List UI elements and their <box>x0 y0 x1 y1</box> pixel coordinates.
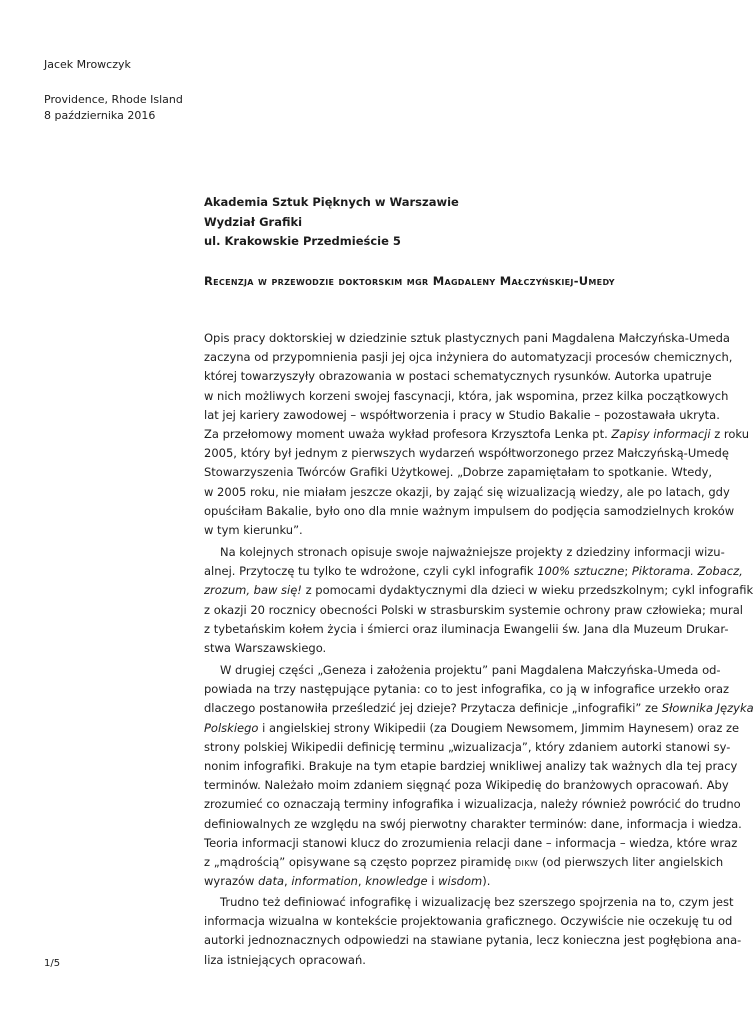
text-line: zaczyna od przypomnienia pasji jej ojca inżyniera do automatyzacji procesów chemicznych, <box>204 350 733 365</box>
text-line: opuściłam Bakalie, było ono dla mnie ważnym impulsem do podjęcia samodzielnych kroków <box>204 503 735 518</box>
paragraph-1 <box>204 329 749 540</box>
text-line: informacja wizualna w kontekście projektowania graficznego. Oczywiście nie oczekuję tu od <box>204 914 733 929</box>
text-line: Trudno też definiować infografikę i wizualizację bez szerszego spojrzenia na to, czym jest <box>220 895 734 909</box>
text-line: Teoria informacji stanowi klucz do zrozumienia relacji dane – informacja – wiedza, które wraz <box>204 835 738 850</box>
text-line: strony polskiej Wikipedii definicję terminu „wizualizacja”, który zdaniem autorki stanowi sy- <box>204 739 731 754</box>
text-line: liza istniejących opracowań. <box>204 952 366 967</box>
text-line: w nich możliwych korzeni swojej fascynacji, która, jak wspomina, przez kilka początkowych <box>204 388 729 403</box>
text-line: alnej. Przytoczę tu tylko te wdrożone, czyli cykl infografik 100% sztuczne; Piktorama. Zobacz, <box>204 564 743 579</box>
text-line: nonim infografiki. Brakuje na tym etapie bardziej wnikliwej analizy tak ważnych dla tej pracy <box>204 758 738 773</box>
paragraph-2 <box>204 543 754 658</box>
text-line: Polskiego i angielskiej strony Wikipedii (za Dougiem Newsomem, Jimmim Haynesem) oraz ze <box>204 720 740 735</box>
text-line: W drugiej części „Geneza i założenia projektu” pani Magdalena Małczyńska-Umeda od- <box>220 663 721 677</box>
text-line: zrozum, baw się! z pomocami dydaktycznymi dla dzieci w wieku przedszkolnym; cykl infografik <box>204 583 754 598</box>
text-line: z „mądrością” opisywane są często poprzez piramidę dikw (od pierwszych liter angielskich <box>204 854 724 869</box>
text-line: wyrazów data, information, knowledge i wisdom). <box>204 874 491 889</box>
text-line: z tybetańskim kołem życia i śmierci oraz iluminacja Ewangelii św. Jana dla Muzeum Drukar- <box>204 621 729 636</box>
recipient-department: Wydział Grafiki <box>204 214 303 229</box>
text-line: w 2005 roku, nie miałam jeszcze okazji, by zająć się wizualizacją wiedzy, ale po latach, gdy <box>204 484 730 499</box>
text-line: zrozumieć co oznaczają terminy infografika i wizualizacja, należy również powrócić do trudno <box>204 797 741 812</box>
paragraph-3 <box>204 661 754 891</box>
letter-date: 8 października 2016 <box>44 109 156 122</box>
letter-subject: Recenzja w przewodzie doktorskim mgr Magdaleny Małczyńskiej-Umedy <box>204 274 615 288</box>
recipient-street: ul. Krakowskie Przedmieście 5 <box>204 234 401 248</box>
sender-name: Jacek Mrowczyk <box>44 58 131 71</box>
text-line: terminów. Należało moim zdaniem sięgnąć poza Wikipedię do branżowych opracowań. Aby <box>204 778 729 793</box>
text-line: autorki jednoznacznych odpowiedzi na stawiane pytania, lecz konieczna jest pogłębiona ana- <box>204 933 742 948</box>
page-number: 1/5 <box>44 958 61 969</box>
text-line: Za przełomowy moment uważa wykład profesora Krzysztofa Lenka pt. Zapisy informacji z roku <box>204 426 749 441</box>
text-line: dlaczego postanowiła prześledzić jej dzieje? Przytacza definicje „infografiki” ze Słownika Języka <box>204 701 754 716</box>
text-line: Opis pracy doktorskiej w dziedzinie sztuk plastycznych pani Magdalena Małczyńska-Umeda <box>204 331 730 345</box>
text-line: Stowarzyszenia Twórców Grafiki Użytkowej. „Dobrze zapamiętałam to spotkanie. Wtedy, <box>204 465 713 480</box>
text-line: z okazji 20 rocznicy obecności Polski w strasburskim systemie ochrony praw człowieka; mural <box>204 602 743 617</box>
sender-place: Providence, Rhode Island <box>44 93 183 106</box>
text-line: której towarzyszyły obrazowania w postaci schematycznych rysunków. Autorka upatruje <box>204 369 712 384</box>
text-line: w tym kierunku”. <box>204 522 303 537</box>
recipient-institution: Akademia Sztuk Pięknych w Warszawie <box>204 195 459 209</box>
text-line: powiada na trzy następujące pytania: co to jest infografika, co ją w infografice urzekło oraz <box>204 682 730 697</box>
text-line: Na kolejnych stronach opisuje swoje najważniejsze projekty z dziedziny informacji wizu- <box>220 545 725 559</box>
paragraph-4 <box>204 893 742 970</box>
text-line: lat jej kariery zawodowej – współtworzenia i pracy w Studio Bakalie – pozostawała ukryta. <box>204 407 720 422</box>
recipient-address <box>204 193 459 252</box>
text-line: 2005, który był jednym z pierwszych wydarzeń współtworzonego przez Małczyńską-Umedę <box>204 446 729 461</box>
text-line: stwa Warszawskiego. <box>204 640 327 655</box>
text-line: definiowalnych ze względu na swój pierwotny charakter terminów: dane, informacja i wiedza. <box>204 816 742 831</box>
